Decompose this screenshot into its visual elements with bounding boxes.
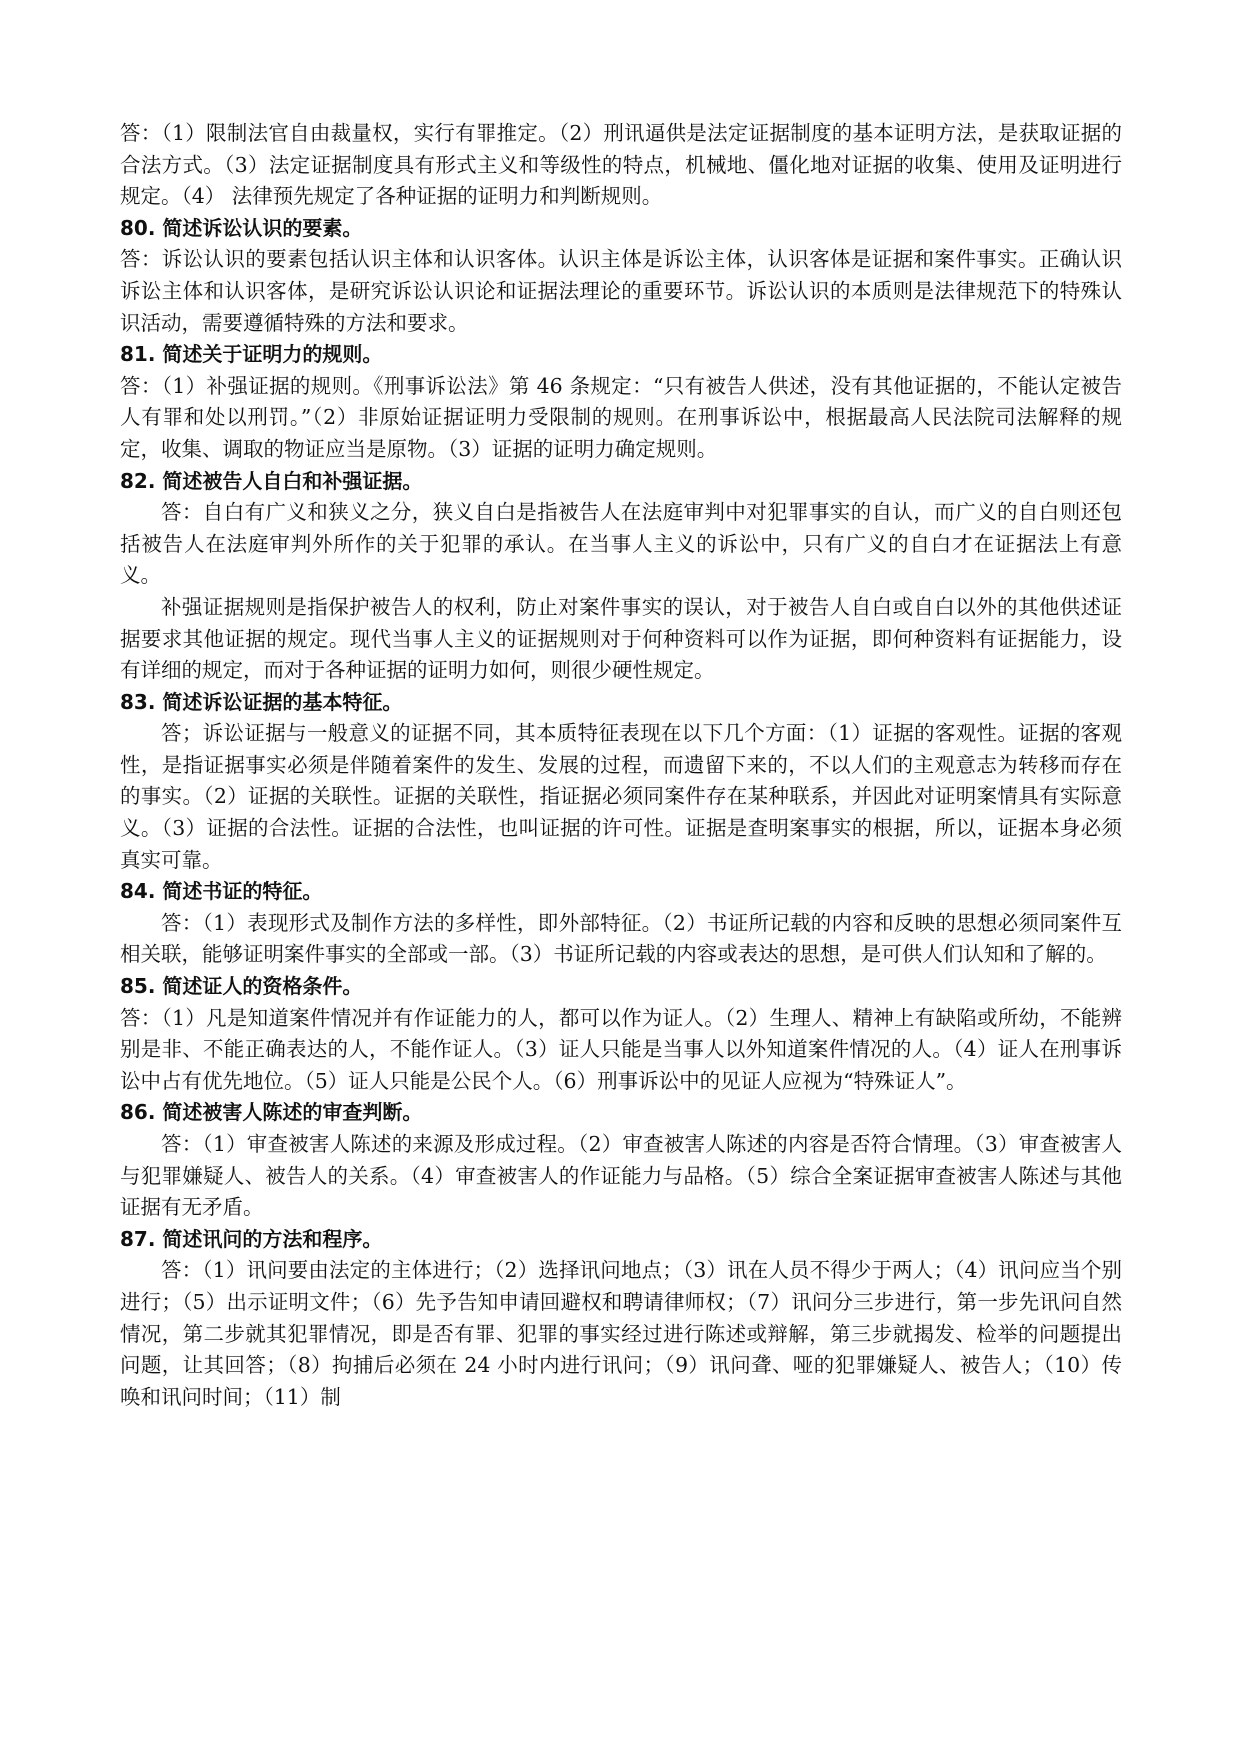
answer-82-paragraph-2: 补强证据规则是指保护被告人的权利，防止对案件事实的误认，对于被告人自白或自白以外的其他供述证据要求其他证据的规定。现代当事人主义的证据规则对于何种资料可以作为证据，即何种资料有证据能力，设有详细的规定，而对于各种证据的证明力如何，则很少硬性规定。 [120, 594, 1122, 683]
answer-87: 答：（1）讯问要由法定的主体进行；（2）选择讯问地点；（3）讯在人员不得少于两人；（4）讯问应当个别进行；（5）出示证明文件；（6）先予告知申请回避权和聘请律师权；（7）讯问分三步进行，第一步先讯问自然情况，第二步就其犯罪情况，即是否有罪、犯罪的事实经过进行陈述或辩解，第三步就揭发、检举的问题提出问题，让其回答；（8）拘捕后必须在 24 小时内进行讯问；（9）讯问聋、哑的犯罪嫌疑人、被告人；（10）传唤和讯问时间；（11）制 [120, 1258, 1122, 1409]
question-81-heading: 81. 简述关于证明力的规则。 [120, 342, 383, 367]
answer-84: 答：（1）表现形式及制作方法的多样性，即外部特征。（2）书证所记载的内容和反映的思想必须同案件互相关联，能够证明案件事实的全部或一部。（3）书证所记载的内容或表达的思想，是可供人们认知和了解的。 [120, 910, 1122, 967]
answer-85: 答：（1）凡是知道案件情况并有作证能力的人，都可以作为证人。（2）生理人、精神上有缺陷或所幼，不能辨别是非、不能正确表达的人，不能作证人。（3）证人只能是当事人以外知道案件情况的人。（4）证人在刑事诉讼中占有优先地位。（5）证人只能是公民个人。（6）刑事诉讼中的见证人应视为“特殊证人”。 [120, 1005, 1122, 1093]
answer-79: 答：（1）限制法官自由裁量权，实行有罪推定。（2）刑讯逼供是法定证据制度的基本证明方法，是获取证据的合法方式。（3）法定证据制度具有形式主义和等级性的特点，机械地、僵化地对证据的收集、使用及证明进行规定。（4） 法律预先规定了各种证据的证明力和判断规则。 [120, 121, 1122, 209]
question-83-heading: 83. 简述诉讼证据的基本特征。 [120, 689, 403, 714]
answer-80: 答：诉讼认识的要素包括认识主体和认识客体。认识主体是诉讼主体，认识客体是证据和案件事实。正确认识诉讼主体和认识客体，是研究诉讼认识论和证据法理论的重要环节。诉讼认识的本质则是法律规范下的特殊认识活动，需要遵循特殊的方法和要求。 [120, 247, 1122, 335]
question-82-heading: 82. 简述被告人自白和补强证据。 [120, 468, 423, 493]
question-84-heading: 84. 简述书证的特征。 [120, 879, 323, 904]
answer-81: 答：（1）补强证据的规则。《刑事诉讼法》第 46 条规定：“只有被告人供述，没有其他证据的，不能认定被告人有罪和处以刑罚。”（2）非原始证据证明力受限制的规则。在刑事诉讼中，根据最高人民法院司法解释的规定，收集、调取的物证应当是原物。（3）证据的证明力确定规则。 [120, 373, 1122, 461]
question-86-heading: 86. 简述被害人陈述的审查判断。 [120, 1100, 423, 1125]
document-page [120, 118, 1122, 1413]
question-85-heading: 85. 简述证人的资格条件。 [120, 974, 363, 999]
answer-86: 答：（1）审查被害人陈述的来源及形成过程。（2）审查被害人陈述的内容是否符合情理。（3）审查被害人与犯罪嫌疑人、被告人的关系。（4）审查被害人的作证能力与品格。（5）综合全案证据审查被害人陈述与其他证据有无矛盾。 [120, 1132, 1122, 1220]
answer-83: 答；诉讼证据与一般意义的证据不同，其本质特征表现在以下几个方面：（1）证据的客观性。证据的客观性，是指证据事实必须是伴随着案件的发生、发展的过程，而遗留下来的，不以人们的主观意志为转移而存在的事实。（2）证据的关联性。证据的关联性，指证据必须同案件存在某种联系，并因此对证明案情具有实际意义。（3）证据的合法性。证据的合法性，也叫证据的许可性。证据是查明案事实的根据，所以，证据本身必须真实可靠。 [120, 721, 1122, 872]
answer-82-paragraph-1: 答：自白有广义和狭义之分，狭义自白是指被告人在法庭审判中对犯罪事实的自认，而广义的自白则还包括被告人在法庭审判外所作的关于犯罪的承认。在当事人主义的诉讼中，只有广义的自白才在证据法上有意义。 [120, 500, 1122, 588]
question-87-heading: 87. 简述讯问的方法和程序。 [120, 1226, 383, 1251]
question-80-heading: 80. 简述诉讼认识的要素。 [120, 215, 363, 240]
